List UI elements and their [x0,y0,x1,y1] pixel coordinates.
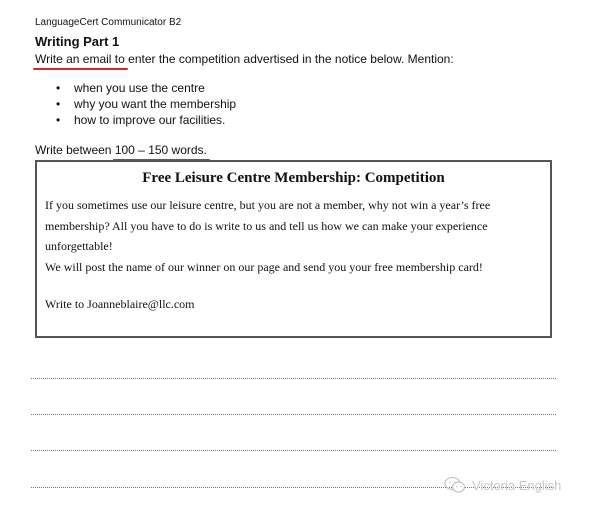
notice-title: Free Leisure Centre Membership: Competition [142,170,445,186]
word-limit [35,143,207,157]
word-limit-underlined: 100 – 150 words. [114,143,207,157]
notice-contact: Write to Joanneblaire@llc.com [45,297,195,311]
answer-line [31,378,556,379]
word-limit-prefix: Write between [35,143,115,157]
instruction-rest: enter the competition advertised in the notice below. Mention: [124,52,454,66]
bullet-item: • when you use the centre [56,80,236,96]
answer-line [31,414,556,415]
bullet-list [56,80,236,128]
notice-body [45,195,545,277]
part-title: Writing Part 1 [35,34,120,49]
notice-paragraph: We will post the name of our winner on our page and send you your free membership card! [45,259,483,274]
instruction-underlined: Write an email to [35,52,125,66]
watermark [444,476,561,494]
wechat-icon [444,476,466,494]
exam-label: LanguageCert Communicator B2 [35,17,182,28]
notice-paragraph: If you sometimes use our leisure centre, but you are not a member, why not win a year’s free membership? All you have to do is write to us and tell us how we can make your experience unforgettable! [45,198,491,253]
bullet-item: • how to improve our facilities. [56,112,236,128]
competition-notice [35,160,552,338]
bullet-item: • why you want the membership [56,96,236,112]
answer-line [31,450,556,451]
watermark-text: Victoria English [472,477,562,493]
instruction [35,52,454,66]
